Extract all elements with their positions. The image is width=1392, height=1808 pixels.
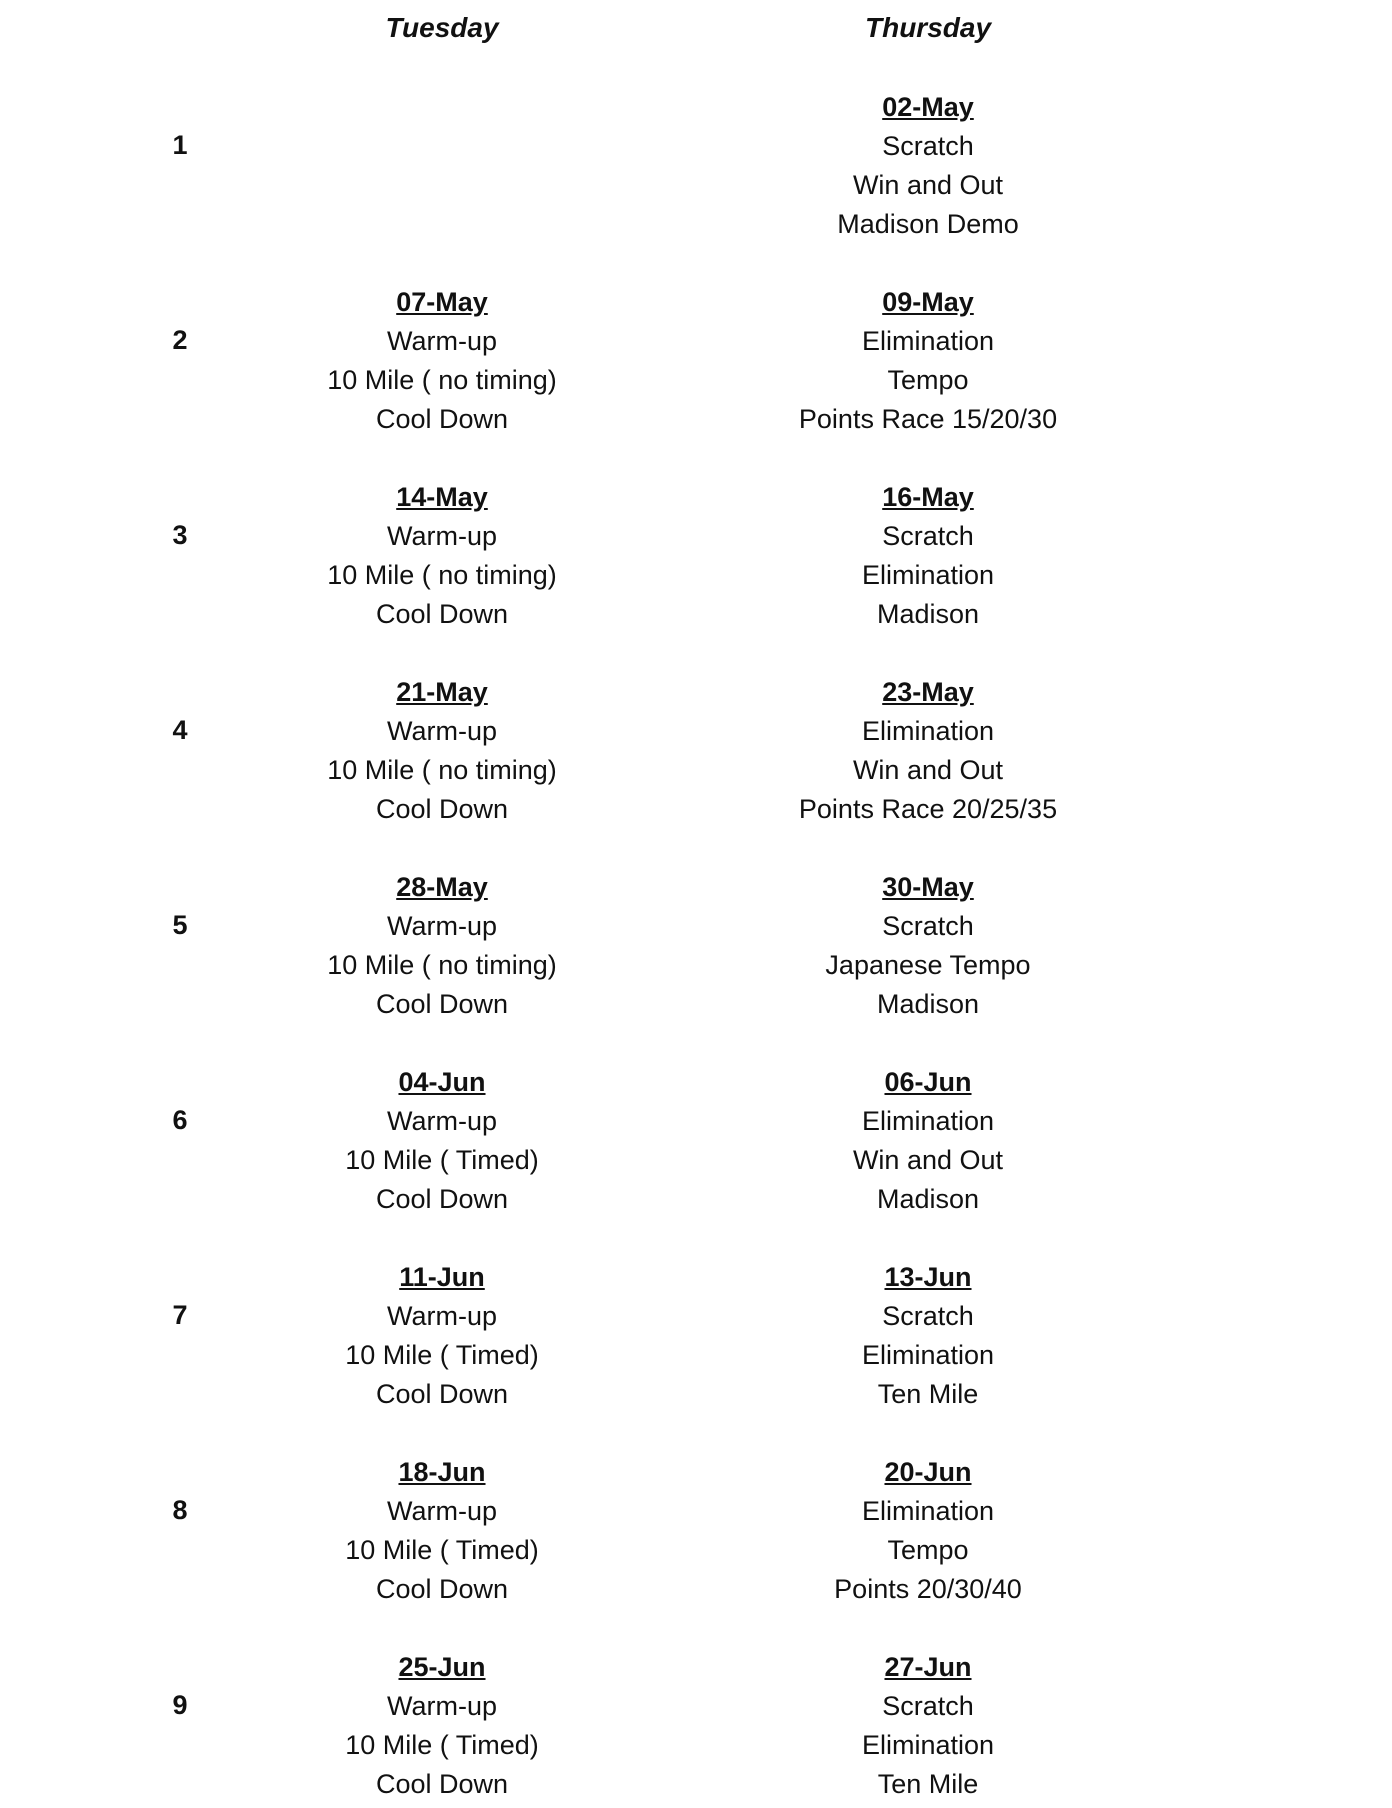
session-event: 10 Mile ( Timed) [345,1535,539,1565]
session-event: Tempo [887,365,969,395]
session-date: 16-May [882,482,974,512]
week-row-4 [0,673,1392,833]
thursday-session [738,1453,1118,1609]
session-date: 02-May [882,92,974,122]
thursday-session [738,1648,1118,1804]
session-event: Scratch [882,131,974,161]
session-event: Madison Demo [837,209,1019,239]
session-event [252,166,632,205]
thursday-session [738,1258,1118,1414]
session-date: 21-May [396,677,488,707]
session-event: Cool Down [375,794,509,824]
week-row-5 [0,868,1392,1028]
week-row-9 [0,1648,1392,1808]
session-event: Elimination [861,1730,995,1760]
session-event: Elimination [861,326,995,356]
session-event: Ten Mile [877,1379,979,1409]
session-date: 18-Jun [398,1457,486,1487]
session-date: 04-Jun [398,1067,486,1097]
session-event: Win and Out [852,755,1004,785]
session-date [252,88,632,127]
session-event: Ten Mile [877,1769,979,1799]
session-event: 10 Mile ( no timing) [327,560,557,590]
session-event: Scratch [882,1691,974,1721]
session-date: 06-Jun [884,1067,972,1097]
session-event: Cool Down [375,1184,509,1214]
week-number: 9 [172,1690,188,1720]
week-number: 5 [172,910,188,940]
week-number: 3 [172,520,188,550]
session-date: 27-Jun [884,1652,972,1682]
session-event: Scratch [882,1301,974,1331]
thursday-header: Thursday [864,12,992,43]
session-event: Cool Down [375,1379,509,1409]
tuesday-session [252,88,632,244]
session-event: Scratch [882,521,974,551]
session-event: Warm-up [386,716,497,746]
session-date: 30-May [882,872,974,902]
session-event: 10 Mile ( Timed) [345,1145,539,1175]
tuesday-session [252,1258,632,1414]
session-event: Cool Down [375,404,509,434]
session-event: Madison [876,1184,980,1214]
session-event: Elimination [861,560,995,590]
session-event: Warm-up [386,911,497,941]
week-row-6 [0,1063,1392,1223]
session-event: Warm-up [386,326,497,356]
session-date: 28-May [396,872,488,902]
week-number: 6 [172,1105,188,1135]
tuesday-session [252,868,632,1024]
session-event: Warm-up [386,1691,497,1721]
session-date: 13-Jun [884,1262,972,1292]
session-event: Cool Down [375,599,509,629]
session-event: Cool Down [375,989,509,1019]
week-number: 4 [172,715,188,745]
session-date: 23-May [882,677,974,707]
session-event: Points 20/30/40 [834,1574,1022,1604]
week-row-1 [0,88,1392,248]
session-event: 10 Mile ( Timed) [345,1730,539,1760]
thursday-session [738,1063,1118,1219]
thursday-session [738,868,1118,1024]
tuesday-session [252,1648,632,1804]
session-event: 10 Mile ( no timing) [327,950,557,980]
session-event: Win and Out [852,170,1004,200]
week-number: 1 [172,130,188,160]
week-row-8 [0,1453,1392,1613]
tuesday-session [252,283,632,439]
session-date: 07-May [396,287,488,317]
session-event: Scratch [882,911,974,941]
week-row-3 [0,478,1392,638]
session-event: Win and Out [852,1145,1004,1175]
session-event: Elimination [861,1496,995,1526]
week-row-7 [0,1258,1392,1418]
tuesday-session [252,1063,632,1219]
week-number: 2 [172,325,188,355]
week-number: 7 [172,1300,188,1330]
thursday-session [738,88,1118,244]
session-event: Elimination [861,716,995,746]
session-event: Warm-up [386,1106,497,1136]
week-number: 8 [172,1495,188,1525]
tuesday-header: Tuesday [385,12,499,43]
session-event: 10 Mile ( no timing) [327,755,557,785]
session-date: 09-May [882,287,974,317]
session-event: Madison [876,599,980,629]
thursday-session [738,478,1118,634]
session-event: 10 Mile ( no timing) [327,365,557,395]
session-date: 11-Jun [399,1262,485,1292]
session-event: Elimination [861,1106,995,1136]
week-row-2 [0,283,1392,443]
session-event: Warm-up [386,1496,497,1526]
session-event: Cool Down [375,1574,509,1604]
thursday-session [738,673,1118,829]
session-date: 25-Jun [398,1652,486,1682]
session-event [252,205,632,244]
session-event: Tempo [887,1535,969,1565]
tuesday-session [252,478,632,634]
session-event: Warm-up [386,1301,497,1331]
session-event: Points Race 15/20/30 [798,404,1058,434]
session-event: Madison [876,989,980,1019]
tuesday-session [252,673,632,829]
session-event: Warm-up [386,521,497,551]
session-event: Japanese Tempo [825,950,1031,980]
session-event: Points Race 20/25/35 [798,794,1058,824]
thursday-session [738,283,1118,439]
session-event: Elimination [861,1340,995,1370]
session-date: 14-May [396,482,488,512]
session-event: 10 Mile ( Timed) [345,1340,539,1370]
session-date: 20-Jun [884,1457,972,1487]
session-event: Cool Down [375,1769,509,1799]
tuesday-session [252,1453,632,1609]
session-event [252,127,632,166]
